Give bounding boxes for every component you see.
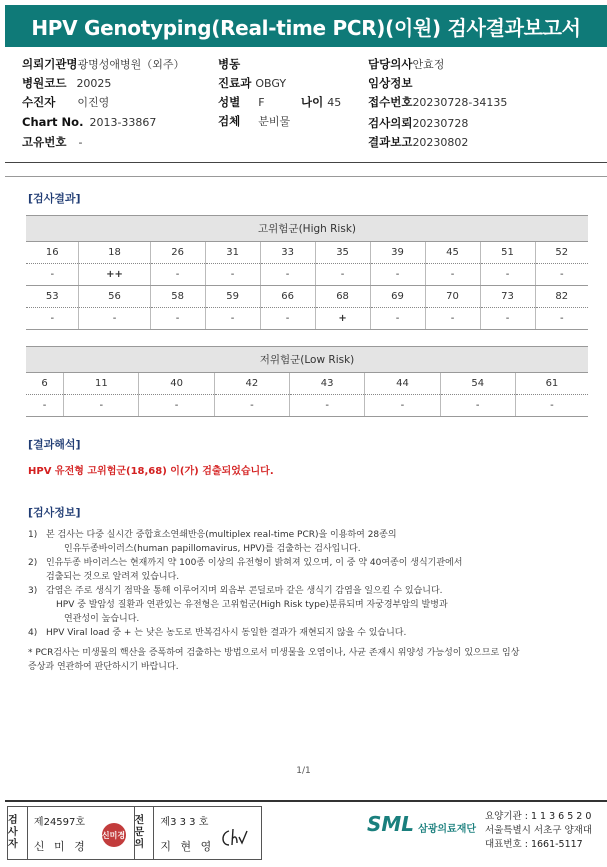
hr-type-cell: 58 [150, 286, 205, 308]
note-item [28, 528, 588, 556]
reception-label: 접수번호 [368, 95, 413, 109]
high-risk-table [26, 215, 588, 330]
age-label: 나이 [301, 95, 324, 109]
hr-type-cell: 82 [535, 286, 588, 308]
hr-result-cell: - [480, 308, 535, 330]
unique-label: 고유번호 [22, 135, 67, 149]
hr-result-cell: - [480, 264, 535, 286]
note-text: 본 검사는 다중 실시간 중합효소연쇄반응(multiplex real-time PCR)을 이용하여 28종의 [46, 530, 397, 540]
hr-result-cell: - [370, 308, 425, 330]
lr-result-cell: - [290, 395, 365, 417]
reception-value: 20230728-34135 [412, 96, 508, 109]
footnote [28, 646, 588, 674]
inspector-name: 신 미 경 [33, 840, 88, 853]
age-value: 45 [327, 96, 342, 109]
inspector-label: 검사자 [8, 807, 28, 859]
interpretation-text: HPV 유전형 고위험군(18,68) 이(가) 검출되었습니다. [28, 466, 274, 477]
hr-result-cell: - [205, 264, 260, 286]
patient-value: 이진영 [77, 96, 110, 109]
hr-type-cell: 35 [315, 242, 370, 264]
note-item [28, 556, 588, 584]
hr-type-cell: 59 [205, 286, 260, 308]
foundation-name: 삼광의료재단 [418, 823, 477, 835]
hr-type-cell: 39 [370, 242, 425, 264]
signature-box [7, 806, 262, 860]
lr-result-cell: - [440, 395, 515, 417]
hr-type-cell: 51 [480, 242, 535, 264]
note-number: 2) [28, 558, 38, 568]
note-text: HPV Viral load 중 + 는 낮은 농도로 반복검사시 동일한 결과가 재현되지 않을 수 있습니다. [46, 628, 407, 638]
request-value: 20230728 [412, 117, 469, 130]
hr-type-cell: 16 [26, 242, 79, 264]
hr-type-cell: 52 [535, 242, 588, 264]
note-item [28, 626, 588, 640]
hr-result-cell: - [425, 264, 480, 286]
hr-result-cell: - [205, 308, 260, 330]
sex-label: 성별 [218, 95, 241, 109]
unique-value: - [78, 136, 83, 149]
note-number: 4) [28, 628, 38, 638]
signature-icon [219, 827, 251, 849]
low-risk-table [26, 346, 588, 417]
hr-type-cell: 69 [370, 286, 425, 308]
note-text: HPV 중 발암성 질환과 연관있는 유전형은 고위험군(High Risk type)분류되며 자궁경부암의 발병과 [56, 600, 448, 610]
low-risk-header: 저위험군(Low Risk) [26, 347, 588, 373]
lr-type-cell: 61 [515, 373, 588, 395]
hr-result-cell: - [26, 264, 79, 286]
org-code: 요양기관 : 1 1 3 6 5 2 0 [485, 811, 592, 822]
report-date-value: 20230802 [412, 136, 469, 149]
org-phone: 대표번호 : 1661-5117 [485, 839, 583, 850]
hr-result-cell: - [315, 264, 370, 286]
dept-label: 진료과 [218, 76, 252, 90]
test-info-notes [28, 528, 588, 674]
specimen-value: 분비물 [258, 115, 291, 128]
page-number: 1/1 [296, 766, 311, 776]
report-date-label: 결과보고 [368, 135, 413, 149]
report-title: HPV Genotyping(Real-time PCR)(이원) 검사결과보고서 [5, 5, 607, 47]
note-text: 연관성이 높습니다. [64, 614, 140, 624]
request-label: 검사의뢰 [368, 116, 413, 130]
doctor-value: 안효정 [412, 58, 445, 71]
footnote-text: * PCR검사는 미생물의 핵산을 증폭하여 검출하는 방법으로서 미생물을 오염이나, 사균 존재시 위양성 가능성이 있으므로 임상 [28, 648, 520, 658]
hr-result-cell-positive: + [315, 308, 370, 330]
inspector-number: 제24597호 [33, 817, 86, 828]
info-title: [검사정보] [28, 506, 81, 519]
inspector-cell [28, 807, 135, 859]
note-text: 인유두종바이러스(human papillomavirus, HPV)를 검출하는 검사입니다. [64, 544, 361, 554]
hospital-code-value: 20025 [76, 77, 112, 90]
reviewer-number: 제3 3 3 호 [160, 817, 209, 828]
lr-result-cell: - [214, 395, 289, 417]
note-item [28, 584, 588, 626]
org-address: 서울특별시 서초구 양재대 [485, 825, 592, 836]
hr-result-cell: - [260, 308, 315, 330]
hr-type-cell: 31 [205, 242, 260, 264]
lr-type-cell: 11 [64, 373, 139, 395]
hr-result-cell: - [370, 264, 425, 286]
divider [5, 176, 607, 177]
hr-result-cell-positive: ++ [79, 264, 150, 286]
patient-label: 수진자 [22, 95, 56, 109]
footer [5, 800, 607, 862]
high-risk-header: 고위험군(High Risk) [26, 216, 588, 242]
hr-type-cell: 33 [260, 242, 315, 264]
lr-result-cell: - [64, 395, 139, 417]
lr-result-cell: - [139, 395, 214, 417]
lr-result-cell: - [365, 395, 440, 417]
reviewer-name: 지 현 영 [160, 840, 215, 853]
specimen-label: 검체 [218, 114, 241, 128]
lr-type-cell: 6 [26, 373, 64, 395]
lr-type-cell: 54 [440, 373, 515, 395]
org-info [485, 810, 592, 852]
lr-type-cell: 42 [214, 373, 289, 395]
lr-result-cell: - [26, 395, 64, 417]
note-text: 감염은 주로 생식기 점막을 통해 이루어지며 외음부 콘딜로마 같은 생식기 감염을 일으킬 수 있습니다. [46, 586, 443, 596]
hr-type-cell: 66 [260, 286, 315, 308]
seal-stamp-icon: 신미경 [102, 823, 126, 847]
hr-type-cell: 53 [26, 286, 79, 308]
clinical-label: 임상정보 [368, 76, 413, 90]
note-number: 3) [28, 586, 38, 596]
lr-result-cell: - [515, 395, 588, 417]
logo-text: SML [367, 812, 415, 836]
footnote-text: 증상과 연관하여 판단하시기 바랍니다. [28, 662, 179, 672]
hr-result-cell: - [150, 308, 205, 330]
doctor-label: 담당의사 [368, 57, 413, 71]
hr-type-cell: 73 [480, 286, 535, 308]
ward-label: 병동 [218, 57, 241, 71]
hr-result-cell: - [425, 308, 480, 330]
hr-type-cell: 56 [79, 286, 150, 308]
dept-value: OBGY [255, 77, 287, 90]
hr-result-cell: - [535, 264, 588, 286]
interpretation-title: [결과해석] [28, 438, 81, 451]
hr-type-cell: 18 [79, 242, 150, 264]
chart-label: Chart No. [22, 115, 84, 129]
divider [5, 162, 607, 163]
hr-result-cell: - [260, 264, 315, 286]
hr-result-cell: - [26, 308, 79, 330]
hr-type-cell: 45 [425, 242, 480, 264]
lr-type-cell: 43 [290, 373, 365, 395]
chart-value: 2013-33867 [89, 116, 157, 129]
reviewer-cell [154, 807, 261, 859]
hr-type-cell: 68 [315, 286, 370, 308]
hr-type-cell: 70 [425, 286, 480, 308]
hr-result-cell: - [79, 308, 150, 330]
hospital-code-label: 병원코드 [22, 76, 67, 90]
lr-type-cell: 44 [365, 373, 440, 395]
sex-value: F [258, 96, 265, 109]
institution-label: 의뢰기관명 [22, 57, 78, 71]
note-text: 인유두종 바이러스는 현재까지 약 100종 이상의 유전형이 밝혀져 있으며, 이 중 약 40여종이 생식기관에서 [46, 558, 463, 568]
hr-result-cell: - [150, 264, 205, 286]
lr-type-cell: 40 [139, 373, 214, 395]
institution-value: 광명성애병원（외주） [77, 58, 185, 71]
hr-result-cell: - [535, 308, 588, 330]
sml-logo [367, 812, 476, 836]
note-text: 검출되는 것으로 알려져 있습니다. [46, 572, 180, 582]
reviewer-label: 전문의 [135, 807, 155, 859]
results-section-title: [검사결과] [28, 192, 81, 205]
note-number: 1) [28, 530, 38, 540]
hr-type-cell: 26 [150, 242, 205, 264]
